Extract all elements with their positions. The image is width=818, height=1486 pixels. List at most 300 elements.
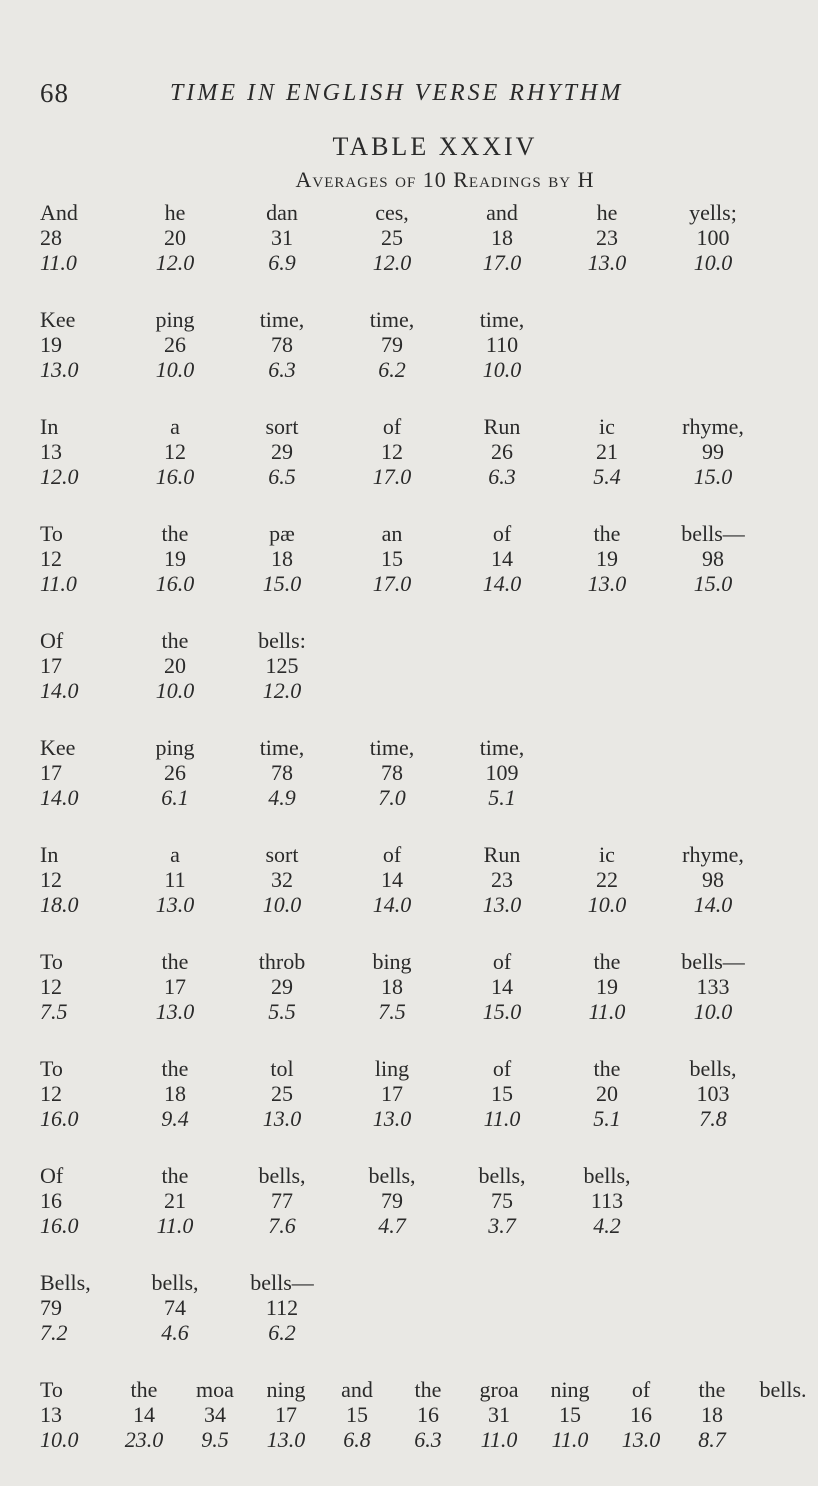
cell-avg: 9.5	[201, 1427, 229, 1452]
cell-word: rhyme,	[682, 842, 744, 867]
table-cell	[552, 416, 662, 488]
cell-num: 18	[164, 1081, 186, 1106]
cell-num: 18	[491, 225, 513, 250]
cell-word: time,	[259, 735, 305, 760]
cell-avg: 16.0	[155, 571, 195, 596]
table-cell	[40, 416, 130, 488]
cell-word: of	[382, 842, 402, 867]
table-cell	[337, 416, 447, 488]
cell-avg: 12.0	[40, 464, 79, 489]
cell-num: 19	[596, 974, 618, 999]
cell-avg: 6.3	[488, 464, 516, 489]
cell-num: 23	[596, 225, 618, 250]
cell-num: 21	[164, 1188, 186, 1213]
cell-word: the	[161, 1163, 189, 1188]
cell-num: 15	[346, 1402, 368, 1427]
cell-avg: 6.5	[268, 464, 296, 489]
table-cell	[120, 737, 230, 809]
cell-num: 74	[164, 1295, 186, 1320]
cell-avg: 14.0	[482, 571, 522, 596]
cell-word: To	[40, 1056, 63, 1081]
cell-word: bells—	[250, 1270, 314, 1295]
cell-avg: 15.0	[693, 464, 733, 489]
table-cell	[180, 1379, 250, 1451]
cell-num: 77	[271, 1188, 293, 1213]
cell-num: 113	[590, 1188, 624, 1213]
table-cell	[552, 1165, 662, 1237]
cell-word: yells;	[689, 200, 737, 225]
cell-word: groa	[479, 1377, 519, 1402]
cell-num: 17	[164, 974, 186, 999]
cell-word: of	[492, 521, 512, 546]
cell-word: he	[164, 200, 186, 225]
table-cell	[120, 523, 230, 595]
cell-num: 23	[491, 867, 513, 892]
cell-word: a	[170, 414, 180, 439]
cell-avg: 7.2	[40, 1320, 68, 1345]
cell-avg: 15.0	[262, 571, 302, 596]
cell-num: 112	[265, 1295, 299, 1320]
cell-avg: 6.8	[343, 1427, 371, 1452]
cell-num: 98	[702, 867, 724, 892]
table-cell	[337, 844, 447, 916]
cell-avg: 13.0	[262, 1106, 302, 1131]
running-head: TIME IN ENGLISH VERSE RHYTHM	[170, 80, 624, 106]
table-cell	[447, 951, 557, 1023]
cell-avg: 13.0	[266, 1427, 306, 1452]
cell-num: 17	[275, 1402, 297, 1427]
table-cell	[120, 1272, 230, 1344]
table-cell	[322, 1379, 392, 1451]
cell-word: ling	[374, 1056, 410, 1081]
cell-num: 78	[381, 760, 403, 785]
cell-num: 19	[164, 546, 186, 571]
cell-avg: 13.0	[40, 357, 79, 382]
cell-word: time,	[369, 307, 415, 332]
cell-word: time,	[479, 735, 525, 760]
cell-num: 79	[381, 332, 403, 357]
cell-num: 16	[417, 1402, 439, 1427]
table-cell	[337, 309, 447, 381]
cell-avg: 16.0	[40, 1106, 79, 1131]
cell-word: bells,	[478, 1163, 526, 1188]
table-cell	[120, 844, 230, 916]
cell-num: 26	[491, 439, 513, 464]
cell-word: of	[631, 1377, 651, 1402]
cell-avg: 17.0	[482, 250, 522, 275]
cell-num: 18	[381, 974, 403, 999]
cell-avg: 8.7	[698, 1427, 726, 1452]
cell-num: 75	[491, 1188, 513, 1213]
cell-num: 21	[596, 439, 618, 464]
table-group	[0, 630, 800, 737]
cell-num: 32	[271, 867, 293, 892]
table-group	[0, 202, 800, 309]
cell-num: 100	[696, 225, 730, 250]
cell-num: 133	[696, 974, 730, 999]
cell-word: bells—	[681, 521, 745, 546]
cell-word: ic	[599, 414, 615, 439]
cell-avg: 10.0	[482, 357, 522, 382]
table-cell	[447, 309, 557, 381]
cell-avg: 11.0	[156, 1213, 194, 1238]
cell-word: To	[40, 1377, 63, 1402]
table-cell	[447, 523, 557, 595]
table-group	[0, 951, 800, 1058]
table-cell	[447, 416, 557, 488]
cell-avg: 15.0	[482, 999, 522, 1024]
table-cell	[40, 951, 130, 1023]
cell-avg: 5.1	[593, 1106, 621, 1131]
cell-word: Kee	[40, 307, 76, 332]
cell-word: the	[593, 949, 621, 974]
cell-num: 103	[696, 1081, 730, 1106]
cell-word: of	[492, 949, 512, 974]
cell-word: In	[40, 842, 59, 867]
table-cell	[677, 1379, 747, 1451]
cell-avg: 6.3	[268, 357, 296, 382]
cell-num: 20	[596, 1081, 618, 1106]
cell-word: throb	[258, 949, 306, 974]
cell-word: time,	[259, 307, 305, 332]
cell-word: moa	[196, 1377, 234, 1402]
cell-avg: 12.0	[262, 678, 302, 703]
table-cell	[464, 1379, 534, 1451]
cell-word: To	[40, 949, 63, 974]
cell-num: 26	[164, 760, 186, 785]
table-cell	[251, 1379, 321, 1451]
cell-word: In	[40, 414, 59, 439]
cell-word: Run	[483, 414, 521, 439]
cell-num: 12	[40, 867, 62, 892]
cell-word: of	[492, 1056, 512, 1081]
cell-word: Kee	[40, 735, 76, 760]
cell-word: the	[593, 521, 621, 546]
cell-word: And	[40, 200, 78, 225]
cell-avg: 10.0	[155, 357, 195, 382]
cell-word: ning	[550, 1377, 590, 1402]
cell-avg: 13.0	[587, 250, 627, 275]
cell-word: bells:	[258, 628, 306, 653]
cell-avg: 11.0	[588, 999, 626, 1024]
cell-avg: 12.0	[155, 250, 195, 275]
cell-num: 98	[702, 546, 724, 571]
cell-word: the	[593, 1056, 621, 1081]
cell-avg: 13.0	[372, 1106, 412, 1131]
cell-word: sort	[265, 842, 299, 867]
cell-num: 17	[40, 760, 62, 785]
table-cell	[658, 844, 768, 916]
cell-num: 31	[488, 1402, 510, 1427]
cell-avg: 13.0	[621, 1427, 661, 1452]
table-cell	[120, 1165, 230, 1237]
cell-word: ning	[266, 1377, 306, 1402]
table-cell	[227, 1165, 337, 1237]
cell-avg: 10.0	[693, 250, 733, 275]
table-cell	[227, 630, 337, 702]
cell-avg: 4.9	[268, 785, 296, 810]
table-cell	[337, 1165, 447, 1237]
cell-avg: 13.0	[155, 892, 195, 917]
cell-word: pæ	[269, 521, 295, 546]
table-cell	[40, 523, 130, 595]
cell-avg: 7.6	[268, 1213, 296, 1238]
cell-avg: 5.1	[488, 785, 516, 810]
cell-avg: 17.0	[372, 464, 412, 489]
table-group	[0, 416, 800, 523]
table-cell	[658, 202, 768, 274]
cell-num: 125	[265, 653, 299, 678]
table-title: TABLE XXXIV	[332, 132, 538, 161]
cell-word: bells,	[689, 1056, 737, 1081]
table-cell	[447, 1165, 557, 1237]
cell-word: bells,	[258, 1163, 306, 1188]
cell-num: 11	[164, 867, 186, 892]
cell-word: ping	[155, 735, 195, 760]
table-cell	[337, 737, 447, 809]
cell-avg: 13.0	[482, 892, 522, 917]
cell-num: 14	[133, 1402, 155, 1427]
cell-avg: 14.0	[693, 892, 733, 917]
cell-avg: 4.7	[378, 1213, 406, 1238]
cell-avg	[748, 1429, 818, 1451]
cell-num: 109	[485, 760, 519, 785]
table-cell	[337, 523, 447, 595]
cell-avg: 6.2	[378, 357, 406, 382]
table-group	[0, 844, 800, 951]
cell-word: time,	[369, 735, 415, 760]
cell-avg: 15.0	[693, 571, 733, 596]
cell-avg: 10.0	[262, 892, 302, 917]
table-cell	[40, 844, 130, 916]
cell-avg: 6.9	[268, 250, 296, 275]
cell-num	[748, 1404, 818, 1426]
cell-word: bells—	[681, 949, 745, 974]
cell-avg: 11.0	[480, 1427, 518, 1452]
cell-word: and	[341, 1377, 373, 1402]
cell-avg: 12.0	[372, 250, 412, 275]
table-cell	[109, 1379, 179, 1451]
cell-word: Of	[40, 1163, 64, 1188]
cell-word: bells,	[368, 1163, 416, 1188]
cell-word: bells.	[759, 1377, 807, 1402]
cell-avg: 4.6	[161, 1320, 189, 1345]
cell-word: To	[40, 521, 63, 546]
table-subtitle: Averages of 10 Readings by H	[295, 167, 595, 192]
table-cell	[606, 1379, 676, 1451]
cell-num: 20	[164, 225, 186, 250]
cell-num: 20	[164, 653, 186, 678]
cell-word: ces,	[375, 200, 409, 225]
cell-num: 12	[381, 439, 403, 464]
cell-num: 34	[204, 1402, 226, 1427]
table-cell	[227, 309, 337, 381]
table-cell	[535, 1379, 605, 1451]
table-cell	[227, 951, 337, 1023]
cell-word: and	[486, 200, 518, 225]
table-cell	[40, 1272, 130, 1344]
cell-word: Bells,	[40, 1270, 91, 1295]
cell-num: 110	[485, 332, 519, 357]
cell-avg: 5.4	[593, 464, 621, 489]
cell-avg: 13.0	[587, 571, 627, 596]
table-cell	[658, 1058, 768, 1130]
cell-avg: 16.0	[40, 1213, 79, 1238]
table-cell	[337, 951, 447, 1023]
cell-num: 22	[596, 867, 618, 892]
cell-word: ping	[155, 307, 195, 332]
table-cell	[658, 523, 768, 595]
cell-word: a	[170, 842, 180, 867]
cell-num: 12	[40, 1081, 62, 1106]
cell-num: 15	[381, 546, 403, 571]
table-cell	[552, 523, 662, 595]
cell-avg: 13.0	[155, 999, 195, 1024]
table-cell	[447, 202, 557, 274]
cell-num: 19	[596, 546, 618, 571]
table-group	[0, 1272, 800, 1379]
table-cell	[748, 1379, 818, 1451]
cell-num: 13	[40, 1402, 62, 1427]
cell-num: 17	[40, 653, 62, 678]
table-group	[0, 309, 800, 416]
cell-word: of	[382, 414, 402, 439]
cell-word: bells,	[151, 1270, 199, 1295]
cell-word: ic	[599, 842, 615, 867]
cell-word: an	[381, 521, 403, 546]
cell-avg: 14.0	[372, 892, 412, 917]
cell-word: time,	[479, 307, 525, 332]
cell-avg: 9.4	[161, 1106, 189, 1131]
table-cell	[40, 737, 130, 809]
cell-word: bing	[372, 949, 412, 974]
table-cell	[227, 1058, 337, 1130]
cell-avg: 11.0	[483, 1106, 521, 1131]
table-group	[0, 1058, 800, 1165]
cell-word: Of	[40, 628, 64, 653]
table-cell	[227, 1272, 337, 1344]
cell-avg: 10.0	[693, 999, 733, 1024]
cell-word: tol	[270, 1056, 294, 1081]
table-group	[0, 1165, 800, 1272]
table-cell	[393, 1379, 463, 1451]
cell-avg: 11.0	[551, 1427, 589, 1452]
table-cell	[227, 737, 337, 809]
table-cell	[40, 309, 130, 381]
table-cell	[658, 416, 768, 488]
table-cell	[120, 202, 230, 274]
cell-num: 29	[271, 974, 293, 999]
cell-num: 31	[271, 225, 293, 250]
cell-avg: 17.0	[372, 571, 412, 596]
table-cell	[552, 844, 662, 916]
table-cell	[40, 1058, 130, 1130]
table-cell	[552, 951, 662, 1023]
reading-table	[0, 200, 807, 1486]
cell-avg: 14.0	[40, 678, 79, 703]
cell-avg: 14.0	[40, 785, 79, 810]
cell-num: 78	[271, 332, 293, 357]
cell-num: 12	[40, 546, 62, 571]
cell-avg: 6.2	[268, 1320, 296, 1345]
cell-num: 26	[164, 332, 186, 357]
cell-num: 79	[381, 1188, 403, 1213]
cell-avg: 23.0	[124, 1427, 164, 1452]
cell-num: 78	[271, 760, 293, 785]
cell-num: 16	[630, 1402, 652, 1427]
table-cell	[40, 202, 130, 274]
cell-num: 28	[40, 225, 62, 250]
table-group	[0, 1377, 807, 1486]
cell-avg: 10.0	[40, 1427, 79, 1452]
cell-num: 19	[40, 332, 62, 357]
table-cell	[658, 951, 768, 1023]
cell-num: 14	[381, 867, 403, 892]
table-group	[0, 737, 800, 844]
table-cell	[447, 844, 557, 916]
cell-num: 18	[271, 546, 293, 571]
table-cell	[120, 630, 230, 702]
cell-num: 25	[381, 225, 403, 250]
table-cell	[120, 951, 230, 1023]
table-cell	[447, 1058, 557, 1130]
cell-avg: 10.0	[155, 678, 195, 703]
cell-avg: 7.0	[378, 785, 406, 810]
cell-avg: 11.0	[40, 571, 77, 596]
cell-word: the	[161, 521, 189, 546]
cell-num: 99	[702, 439, 724, 464]
cell-num: 16	[40, 1188, 62, 1213]
cell-avg: 11.0	[40, 250, 77, 275]
cell-num: 29	[271, 439, 293, 464]
cell-avg: 6.3	[414, 1427, 442, 1452]
cell-num: 14	[491, 546, 513, 571]
cell-avg: 18.0	[40, 892, 79, 917]
cell-word: the	[161, 949, 189, 974]
cell-avg: 3.7	[488, 1213, 516, 1238]
table-cell	[227, 523, 337, 595]
table-cell	[227, 202, 337, 274]
table-group	[0, 523, 800, 630]
table-cell	[40, 1165, 130, 1237]
page-number: 68	[40, 78, 69, 108]
cell-word: dan	[266, 200, 298, 225]
table-cell	[337, 202, 447, 274]
table-cell	[447, 737, 557, 809]
cell-word: bells,	[583, 1163, 631, 1188]
cell-avg: 10.0	[587, 892, 627, 917]
cell-avg: 16.0	[155, 464, 195, 489]
cell-avg: 4.2	[593, 1213, 621, 1238]
cell-avg: 7.8	[699, 1106, 727, 1131]
cell-num: 15	[491, 1081, 513, 1106]
cell-avg: 7.5	[40, 999, 68, 1024]
table-cell	[120, 416, 230, 488]
cell-word: the	[698, 1377, 726, 1402]
cell-num: 79	[40, 1295, 62, 1320]
cell-word: the	[161, 628, 189, 653]
cell-num: 15	[559, 1402, 581, 1427]
cell-word: the	[130, 1377, 158, 1402]
table-cell	[227, 416, 337, 488]
table-cell	[337, 1058, 447, 1130]
cell-word: Run	[483, 842, 521, 867]
table-cell	[40, 630, 130, 702]
cell-num: 12	[164, 439, 186, 464]
cell-avg: 6.1	[161, 785, 189, 810]
cell-num: 14	[491, 974, 513, 999]
cell-avg: 5.5	[268, 999, 296, 1024]
